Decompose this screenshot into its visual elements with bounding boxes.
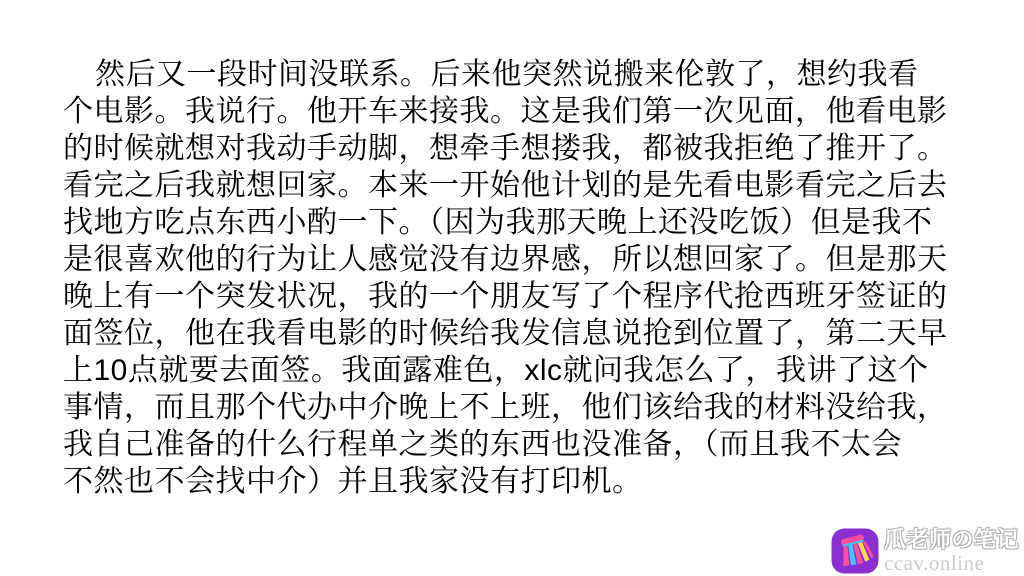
paragraph-line: 的时候就想对我动手动脚，想牵手想搂我，都被我拒绝了推开了。 bbox=[63, 132, 948, 165]
paragraph-line: 然后又一段时间没联系。后来他突然说搬来伦敦了，想约我看 bbox=[95, 58, 919, 91]
paragraph-line: 不然也不会找中介）并且我家没有打印机。 bbox=[63, 465, 643, 498]
paragraph-line: 上10点就要去面签。我面露难色，xlc就问我怎么了，我讲了这个 bbox=[63, 354, 929, 387]
paragraph-line: 事情，而且那个代办中介晚上不上班，他们该给我的材料没给我， bbox=[63, 391, 948, 424]
paragraph-line: 晚上有一个突发状况，我的一个朋友写了个程序代抢西班牙签证的 bbox=[63, 280, 948, 313]
watermelon-logo-icon bbox=[831, 528, 879, 574]
watermark-title: 瓜老师の笔记 bbox=[884, 526, 1020, 552]
paragraph-line: 个电影。我说行。他开车来接我。这是我们第一次见面，他看电影 bbox=[63, 95, 948, 128]
watermark bbox=[831, 528, 1019, 574]
body-text bbox=[63, 56, 965, 500]
paragraph-line: 我自己准备的什么行程单之类的东西也没准备，（而且我不太会 bbox=[63, 428, 902, 461]
paragraph-line: 看完之后我就想回家。本来一开始他计划的是先看电影看完之后去 bbox=[63, 169, 948, 202]
watermark-url: ccav.online bbox=[884, 550, 985, 575]
paragraph-line: 是很喜欢他的行为让人感觉没有边界感，所以想回家了。但是那天 bbox=[63, 243, 948, 276]
watermark-text bbox=[884, 526, 1020, 575]
paragraph-line: 面签位，他在我看电影的时候给我发信息说抢到位置了，第二天早 bbox=[63, 317, 948, 350]
paragraph-line: 找地方吃点东西小酌一下。（因为我那天晚上还没吃饭）但是我不 bbox=[63, 206, 933, 239]
